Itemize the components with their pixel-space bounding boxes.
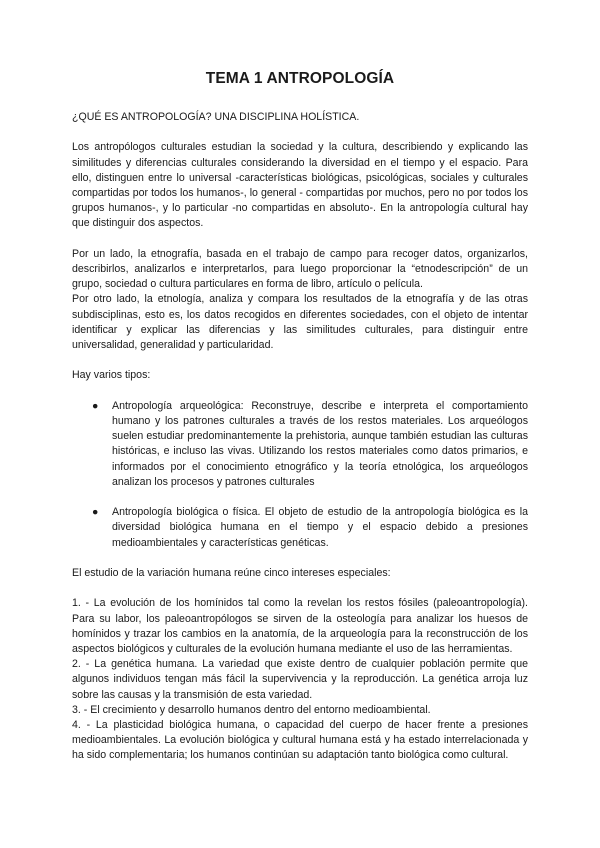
tipos-intro: Hay varios tipos: bbox=[72, 369, 151, 382]
page-title: TEMA 1 ANTROPOLOGÍA bbox=[205, 70, 395, 87]
tipos-list bbox=[72, 399, 528, 551]
intro-paragraph: Los antropólogos culturales estudian la sociedad y la cultura, describiendo y explicando las similitudes y diferencias culturales considerando la diversidad en el tiempo y el espacio. Para ello, distinguen entre lo universal -características biológicas, psicológicas, sociales y culturales compartidas por todos los humanos-, lo general - compartidas por muchos, pero no por todos los grupos humanos-, y lo particular -no compartidas en absoluto-. En la antropología cultural hay que distinguir dos aspectos. bbox=[72, 141, 528, 230]
interes-item: 2. - La genética humana. La variedad que existe dentro de cualquier población permite que algunos individuos tengan más fácil la supervivencia y la reproducción. La genética arroja luz sobre las causas y la transmisión de esta variedad. bbox=[72, 658, 528, 701]
list-item-text: Antropología arqueológica: Reconstruye, describe e interpreta el comportamiento humano y los patrones culturales a través de los restos materiales. Los arqueólogos suelen estudiar predominantemente la prehistoria, aunque también estudian las culturas históricas, e incluso las vivas. Utilizando los restos materiales como datos primarios, e informados por el conocimiento etnográfico y la teoría etnológica, los arqueólogos analizan los procesos y patrones culturales bbox=[112, 399, 528, 488]
interes-item: 4. - La plasticidad biológica humana, o capacidad del cuerpo de hacer frente a presiones medioambientales. La evolución biológica y cultural humana está y ha estado interrelacionada y ha sido complementaria; los humanos continúan su adaptación tanto biológica como cultural. bbox=[72, 719, 528, 762]
list-item-text: Antropología biológica o física. El objeto de estudio de la antropología biológica es la diversidad biológica humana en el tiempo y el espacio debido a presiones medioambientales y características genéticas. bbox=[112, 506, 528, 549]
section-heading: ¿QUÉ ES ANTROPOLOGÍA? UNA DISCIPLINA HOLÍSTICA. bbox=[72, 111, 360, 123]
etnografia-paragraph: Por un lado, la etnografía, basada en el trabajo de campo para recoger datos, organizarlos, describirlos, analizarlos e interpretarlos, para luego proporcionar la “etnodescripción” de un grupo, sociedad o cultura particulares en forma de libro, artículo o película. bbox=[72, 247, 528, 291]
interes-item: 1. - La evolución de los homínidos tal como la revelan los restos fósiles (paleoantropología). Para su labor, los paleoantropólogos se sirven de la osteología para analizar los huesos de homínidos y trazar los cambios en la anatomía, de la arqueología para la reconstrucción de los aspectos biológicos y culturales de la evolución humana mediante el uso de las herramientas. bbox=[72, 597, 528, 655]
variacion-intro: El estudio de la variación humana reúne cinco intereses especiales: bbox=[72, 567, 391, 579]
list-item bbox=[92, 505, 528, 551]
list-item bbox=[92, 399, 528, 490]
etnologia-paragraph: Por otro lado, la etnología, analiza y compara los resultados de la etnografía y de las otras subdisciplinas, esto es, los datos recogidos en diferentes sociedades, con el objeto de intentar identificar y explicar las diferencias y las similitudes culturales, para distinguir entre universalidad, generalidad y particularidad. bbox=[72, 293, 528, 352]
interes-item: 3. - El crecimiento y desarrollo humanos dentro del entorno medioambiental. bbox=[72, 703, 431, 716]
bullet-icon: ● bbox=[92, 399, 99, 412]
bullet-icon: ● bbox=[92, 506, 99, 519]
